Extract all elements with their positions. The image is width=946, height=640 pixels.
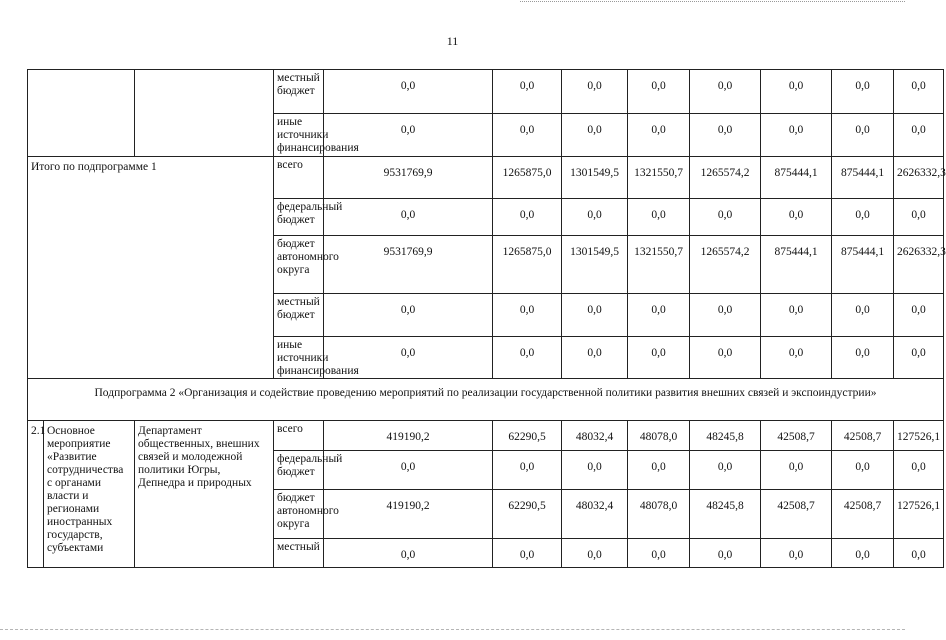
- value-cell: 1265875,0: [493, 236, 562, 294]
- value-cell: 2626332,3: [894, 157, 944, 199]
- value-cell: 875444,1: [832, 236, 894, 294]
- table-body: [28, 70, 944, 568]
- value-cell: 0,0: [562, 70, 628, 114]
- value-cell: 0,0: [761, 114, 832, 157]
- source-cell: федеральный бюджет: [274, 199, 324, 236]
- value-cell: 9531769,9: [324, 236, 493, 294]
- page-number: 11: [446, 34, 459, 48]
- value-cell: 48032,4: [562, 421, 628, 451]
- value-cell: 0,0: [761, 451, 832, 490]
- source-cell: всего: [274, 421, 324, 451]
- value-cell: 0,0: [628, 70, 690, 114]
- value-cell: 1301549,5: [562, 157, 628, 199]
- value-cell: 0,0: [894, 337, 944, 379]
- value-cell: 48078,0: [628, 490, 690, 539]
- source-cell: бюджет автономного округа: [274, 490, 324, 539]
- value-cell: 0,0: [690, 70, 761, 114]
- value-cell: 48032,4: [562, 490, 628, 539]
- value-cell: 0,0: [761, 294, 832, 337]
- value-cell: 62290,5: [493, 490, 562, 539]
- value-cell: 0,0: [493, 199, 562, 236]
- value-cell: 62290,5: [493, 421, 562, 451]
- value-cell: 0,0: [562, 294, 628, 337]
- value-cell: 0,0: [562, 114, 628, 157]
- value-cell: 1321550,7: [628, 236, 690, 294]
- value-cell: 0,0: [894, 539, 944, 568]
- table-row: [28, 421, 944, 451]
- value-cell: 0,0: [690, 451, 761, 490]
- value-cell: 48078,0: [628, 421, 690, 451]
- value-cell: 0,0: [628, 451, 690, 490]
- value-cell: 0,0: [894, 451, 944, 490]
- value-cell: 42508,7: [761, 490, 832, 539]
- value-cell: 0,0: [324, 70, 493, 114]
- source-cell: иные источники финансирования: [274, 337, 324, 379]
- value-cell: 42508,7: [761, 421, 832, 451]
- source-cell: местный: [274, 539, 324, 568]
- scan-edge-bottom: [0, 629, 905, 630]
- value-cell: 0,0: [832, 451, 894, 490]
- value-cell: 0,0: [324, 451, 493, 490]
- value-cell: 127526,1: [894, 490, 944, 539]
- value-cell: 0,0: [761, 199, 832, 236]
- value-cell: 0,0: [832, 294, 894, 337]
- value-cell: 0,0: [832, 70, 894, 114]
- value-cell: 48245,8: [690, 490, 761, 539]
- value-cell: 1301549,5: [562, 236, 628, 294]
- value-cell: 0,0: [324, 199, 493, 236]
- value-cell: 0,0: [761, 70, 832, 114]
- value-cell: 0,0: [562, 199, 628, 236]
- value-cell: 0,0: [628, 114, 690, 157]
- value-cell: 0,0: [493, 337, 562, 379]
- value-cell: 0,0: [894, 199, 944, 236]
- value-cell: 0,0: [628, 199, 690, 236]
- value-cell: 1265574,2: [690, 236, 761, 294]
- value-cell: 2626332,3: [894, 236, 944, 294]
- source-cell: местный бюджет: [274, 294, 324, 337]
- value-cell: 0,0: [562, 539, 628, 568]
- value-cell: 0,0: [690, 114, 761, 157]
- subprogram1-total-label: Итого по подпрограмме 1: [28, 157, 274, 379]
- value-cell: 0,0: [832, 337, 894, 379]
- value-cell: 0,0: [832, 199, 894, 236]
- value-cell: 0,0: [324, 539, 493, 568]
- value-cell: 0,0: [493, 114, 562, 157]
- value-cell: 9531769,9: [324, 157, 493, 199]
- empty-cell: [135, 70, 274, 157]
- value-cell: 127526,1: [894, 421, 944, 451]
- value-cell: 0,0: [894, 70, 944, 114]
- value-cell: 42508,7: [832, 490, 894, 539]
- source-cell: бюджет автономного округа: [274, 236, 324, 294]
- value-cell: 0,0: [562, 451, 628, 490]
- table-row: [28, 70, 944, 114]
- value-cell: 0,0: [690, 294, 761, 337]
- source-cell: всего: [274, 157, 324, 199]
- source-cell: местный бюджет: [274, 70, 324, 114]
- value-cell: 0,0: [628, 337, 690, 379]
- table-row: [28, 157, 944, 199]
- value-cell: 419190,2: [324, 490, 493, 539]
- scan-edge-top: [520, 1, 905, 2]
- value-cell: 0,0: [832, 539, 894, 568]
- value-cell: 875444,1: [761, 157, 832, 199]
- value-cell: 0,0: [324, 337, 493, 379]
- value-cell: 0,0: [493, 539, 562, 568]
- executor-name: Департамент общественных, внешних связей и молодежной политики Югры, Депнедра и природных: [135, 421, 274, 568]
- value-cell: 0,0: [628, 539, 690, 568]
- value-cell: 0,0: [894, 294, 944, 337]
- value-cell: 1321550,7: [628, 157, 690, 199]
- value-cell: 0,0: [562, 337, 628, 379]
- value-cell: 875444,1: [761, 236, 832, 294]
- value-cell: 0,0: [761, 337, 832, 379]
- item-number: 2.1: [28, 421, 44, 568]
- value-cell: 1265875,0: [493, 157, 562, 199]
- value-cell: 0,0: [690, 539, 761, 568]
- subprogram2-title: Подпрограмма 2 «Организация и содействие проведению мероприятий по реализации государственной политики развития внешних связей и экспоиндустрии»: [28, 379, 944, 421]
- value-cell: 48245,8: [690, 421, 761, 451]
- value-cell: 0,0: [493, 451, 562, 490]
- empty-cell: [28, 70, 135, 157]
- value-cell: 0,0: [690, 337, 761, 379]
- subprogram2-header-row: [28, 379, 944, 421]
- source-cell: иные источники финансирования: [274, 114, 324, 157]
- event-name: Основное мероприятие «Развитие сотрудничества с органами власти и регионами иностранных государств, субъектами: [44, 421, 135, 568]
- value-cell: 419190,2: [324, 421, 493, 451]
- value-cell: 0,0: [761, 539, 832, 568]
- value-cell: 0,0: [628, 294, 690, 337]
- value-cell: 1265574,2: [690, 157, 761, 199]
- value-cell: 42508,7: [832, 421, 894, 451]
- value-cell: 0,0: [832, 114, 894, 157]
- value-cell: 0,0: [690, 199, 761, 236]
- value-cell: 0,0: [493, 294, 562, 337]
- value-cell: 0,0: [324, 114, 493, 157]
- value-cell: 875444,1: [832, 157, 894, 199]
- source-cell: федеральный бюджет: [274, 451, 324, 490]
- budget-table: [27, 69, 944, 568]
- value-cell: 0,0: [493, 70, 562, 114]
- value-cell: 0,0: [894, 114, 944, 157]
- value-cell: 0,0: [324, 294, 493, 337]
